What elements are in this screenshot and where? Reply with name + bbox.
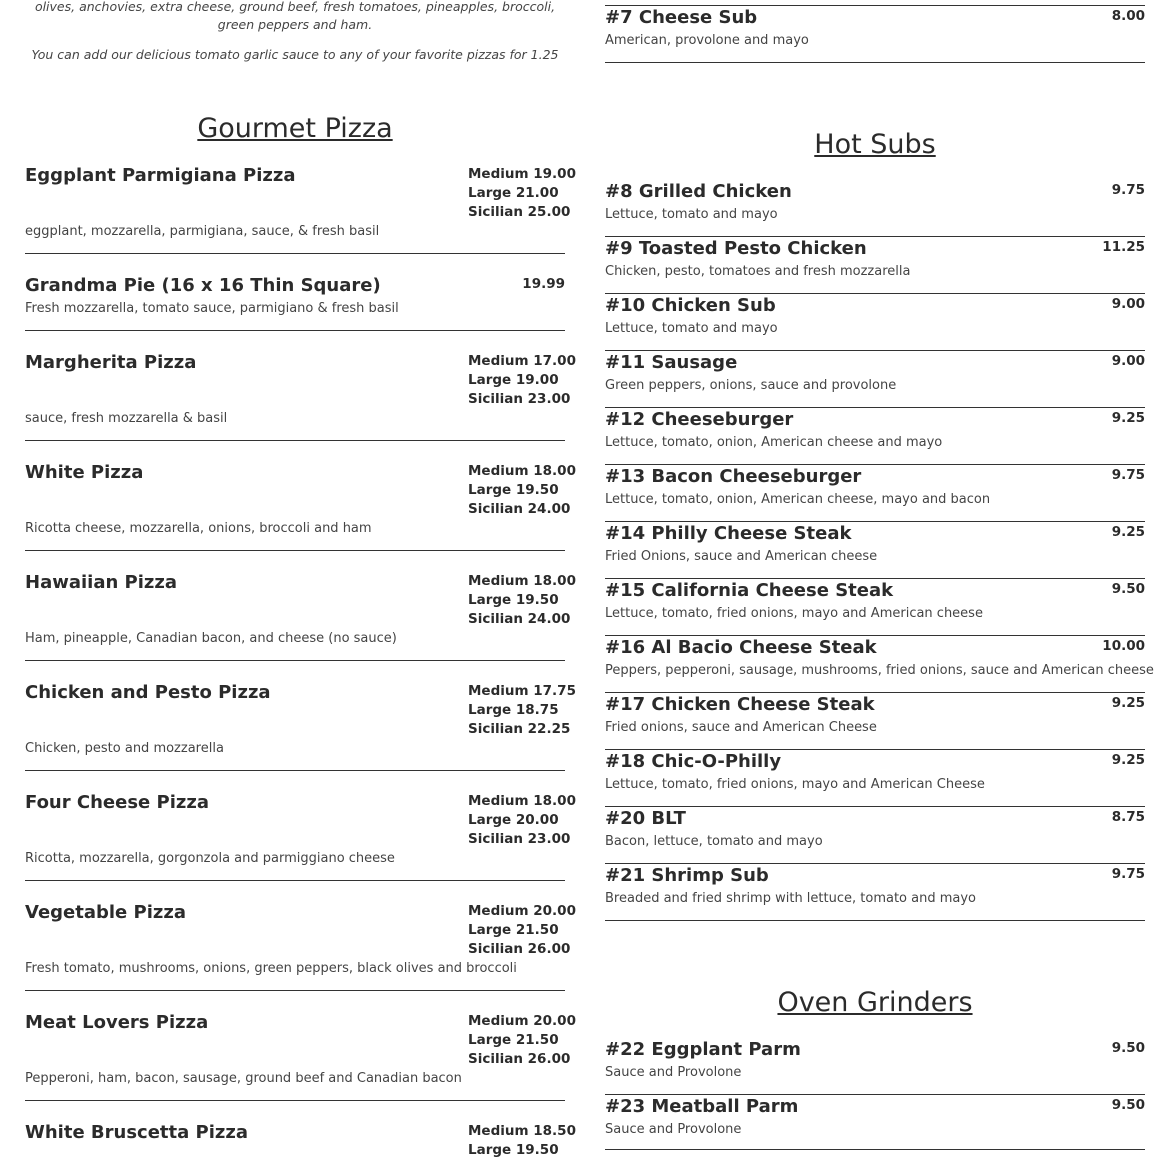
item-name: #11 Sausage: [605, 352, 738, 373]
item-sizes: Medium 17.00 Large 19.00 Sicilian 23.00: [468, 353, 576, 407]
menu-item: [605, 1039, 1145, 1080]
divider: [25, 990, 565, 991]
item-name: #21 Shrimp Sub: [605, 865, 769, 886]
menu-item: [605, 238, 1145, 279]
item-description: Ricotta, mozzarella, gorgonzola and parmiggiano cheese: [25, 851, 395, 866]
divider: [605, 920, 1145, 921]
menu-item: [25, 902, 576, 976]
item-name: White Pizza: [25, 462, 144, 483]
item-description: Lettuce, tomato, fried onions, mayo and American cheese: [605, 606, 983, 621]
item-sizes: Medium 17.75 Large 18.75 Sicilian 22.25: [468, 683, 576, 737]
item-description: Lettuce, tomato, onion, American cheese and mayo: [605, 435, 943, 450]
menu-item: [605, 181, 1145, 222]
item-name: #16 Al Bacio Cheese Steak: [605, 637, 877, 658]
item-description: Fresh tomato, mushrooms, onions, green peppers, black olives and broccoli: [25, 961, 517, 976]
menu-item: [605, 751, 1145, 792]
divider: [605, 806, 1145, 807]
item-price: 9.50: [1111, 1040, 1145, 1056]
item-price: 9.25: [1111, 695, 1145, 711]
divider: [25, 550, 565, 551]
item-name: Eggplant Parmigiana Pizza: [25, 165, 296, 186]
item-name: Meat Lovers Pizza: [25, 1012, 209, 1033]
item-price: 10.00: [1102, 638, 1145, 654]
item-sizes: Medium 20.00 Large 21.50 Sicilian 26.00: [468, 903, 576, 957]
divider: [605, 5, 1145, 6]
item-sizes: Medium 18.00 Large 19.50 Sicilian 24.00: [468, 463, 576, 517]
section-title-gourmet-pizza: Gourmet Pizza: [197, 113, 393, 144]
menu-item: [25, 165, 576, 239]
item-description: Lettuce, tomato and mayo: [605, 321, 778, 336]
item-name: #7 Cheese Sub: [605, 7, 758, 28]
item-description: Bacon, lettuce, tomato and mayo: [605, 834, 823, 849]
item-name: #17 Chicken Cheese Steak: [605, 694, 875, 715]
divider: [25, 253, 565, 254]
divider: [605, 521, 1145, 522]
item-sizes: Medium 18.00 Large 20.00 Sicilian 23.00: [468, 793, 576, 847]
item-sizes: Medium 20.00 Large 21.50 Sicilian 26.00: [468, 1013, 576, 1067]
item-description: eggplant, mozzarella, parmigiana, sauce, & fresh basil: [25, 224, 380, 239]
item-description: Lettuce, tomato and mayo: [605, 207, 778, 222]
item-sizes: Medium 18.00 Large 19.50 Sicilian 24.00: [468, 573, 576, 627]
menu-item: [605, 295, 1145, 336]
item-name: #12 Cheeseburger: [605, 409, 794, 430]
menu-item: [25, 462, 576, 536]
item-price: 9.50: [1111, 581, 1145, 597]
item-name: #8 Grilled Chicken: [605, 181, 792, 202]
divider: [605, 1149, 1145, 1150]
item-price: 19.99: [522, 276, 565, 292]
item-description: Ricotta cheese, mozzarella, onions, broccoli and ham: [25, 521, 372, 536]
item-price: 9.25: [1111, 410, 1145, 426]
section-title-hot-subs: Hot Subs: [814, 129, 936, 160]
menu-item: [605, 808, 1145, 849]
divider: [605, 464, 1145, 465]
item-description: Ham, pineapple, Canadian bacon, and cheese (no sauce): [25, 631, 397, 646]
item-description: Lettuce, tomato, fried onions, mayo and American Cheese: [605, 777, 985, 792]
item-sizes: Medium 19.00 Large 21.00 Sicilian 25.00: [468, 166, 576, 220]
item-description: Breaded and fried shrimp with lettuce, tomato and mayo: [605, 891, 976, 906]
divider: [25, 660, 565, 661]
menu-item: [605, 1096, 1145, 1137]
divider: [605, 407, 1145, 408]
sauce-note: You can add our delicious tomato garlic sauce to any of your favorite pizzas for 1.25: [31, 47, 559, 62]
divider: [25, 1100, 565, 1101]
divider: [25, 330, 565, 331]
item-price: 9.25: [1111, 752, 1145, 768]
item-name: #14 Philly Cheese Steak: [605, 523, 852, 544]
item-description: Sauce and Provolone: [605, 1122, 742, 1137]
menu-item: [25, 682, 576, 756]
divider: [605, 749, 1145, 750]
item-price: 9.75: [1111, 467, 1145, 483]
divider: [605, 1094, 1145, 1095]
item-name: Hawaiian Pizza: [25, 572, 178, 593]
section-title-oven-grinders: Oven Grinders: [777, 987, 973, 1018]
item-description: Green peppers, onions, sauce and provolone: [605, 378, 897, 393]
item-price: 9.75: [1111, 182, 1145, 198]
menu-item: [605, 409, 1145, 450]
item-name: #23 Meatball Parm: [605, 1096, 799, 1117]
item-name: #10 Chicken Sub: [605, 295, 776, 316]
item-description: Chicken, pesto and mozzarella: [25, 741, 224, 756]
item-name: #20 BLT: [605, 808, 686, 829]
divider: [605, 62, 1145, 63]
item-description: Lettuce, tomato, onion, American cheese, mayo and bacon: [605, 492, 991, 507]
item-description: Peppers, pepperoni, sausage, mushrooms, fried onions, sauce and American cheese: [605, 663, 1154, 678]
item-price: 9.75: [1111, 866, 1145, 882]
item-description: Pepperoni, ham, bacon, sausage, ground beef and Canadian bacon: [25, 1071, 462, 1086]
menu-item: [605, 637, 1154, 678]
menu-item: [605, 466, 1145, 507]
item-sizes: Medium 18.50 Large 19.50: [468, 1123, 576, 1158]
menu-item: [25, 572, 576, 646]
menu-item: [605, 352, 1145, 393]
item-description: Sauce and Provolone: [605, 1065, 742, 1080]
item-name: #18 Chic-O-Philly: [605, 751, 782, 772]
menu-item: [605, 580, 1145, 621]
divider: [605, 692, 1145, 693]
item-description: American, provolone and mayo: [605, 33, 809, 48]
menu-item: [605, 865, 1145, 906]
item-name: Four Cheese Pizza: [25, 792, 209, 813]
item-description: Fried onions, sauce and American Cheese: [605, 720, 877, 735]
item-description: Chicken, pesto, tomatoes and fresh mozzarella: [605, 264, 911, 279]
item-name: #15 California Cheese Steak: [605, 580, 894, 601]
item-price: 8.75: [1111, 809, 1145, 825]
menu-item: [25, 792, 576, 866]
menu-item: [25, 1012, 576, 1086]
item-price: 9.50: [1111, 1097, 1145, 1113]
item-name: #13 Bacon Cheeseburger: [605, 466, 862, 487]
divider: [605, 350, 1145, 351]
item-description: Fresh mozzarella, tomato sauce, parmigiano & fresh basil: [25, 301, 399, 316]
item-name: White Bruscetta Pizza: [25, 1122, 249, 1143]
item-description: sauce, fresh mozzarella & basil: [25, 411, 228, 426]
toppings-note: olives, anchovies, extra cheese, ground beef, fresh tomatoes, pineapples, broccoli, green peppers and ham.: [34, 0, 556, 32]
menu-item: [25, 352, 576, 426]
divider: [25, 770, 565, 771]
item-description: Fried Onions, sauce and American cheese: [605, 549, 878, 564]
item-price: 11.25: [1102, 239, 1145, 255]
item-price: 9.00: [1111, 353, 1145, 369]
item-price: 9.25: [1111, 524, 1145, 540]
divider: [25, 440, 565, 441]
item-name: #22 Eggplant Parm: [605, 1039, 801, 1060]
item-name: Grandma Pie (16 x 16 Thin Square): [25, 275, 381, 296]
divider: [605, 578, 1145, 579]
divider: [605, 236, 1145, 237]
item-name: Margherita Pizza: [25, 352, 197, 373]
item-price: 8.00: [1111, 8, 1145, 24]
item-name: Chicken and Pesto Pizza: [25, 682, 271, 703]
menu-item: [605, 694, 1145, 735]
menu-item: [605, 7, 1145, 48]
item-name: Vegetable Pizza: [25, 902, 186, 923]
item-price: 9.00: [1111, 296, 1145, 312]
divider: [605, 863, 1145, 864]
menu-item: [25, 275, 565, 316]
menu-item: [25, 1122, 576, 1158]
divider: [25, 880, 565, 881]
divider: [605, 293, 1145, 294]
menu-item: [605, 523, 1145, 564]
divider: [605, 635, 1145, 636]
item-name: #9 Toasted Pesto Chicken: [605, 238, 867, 259]
